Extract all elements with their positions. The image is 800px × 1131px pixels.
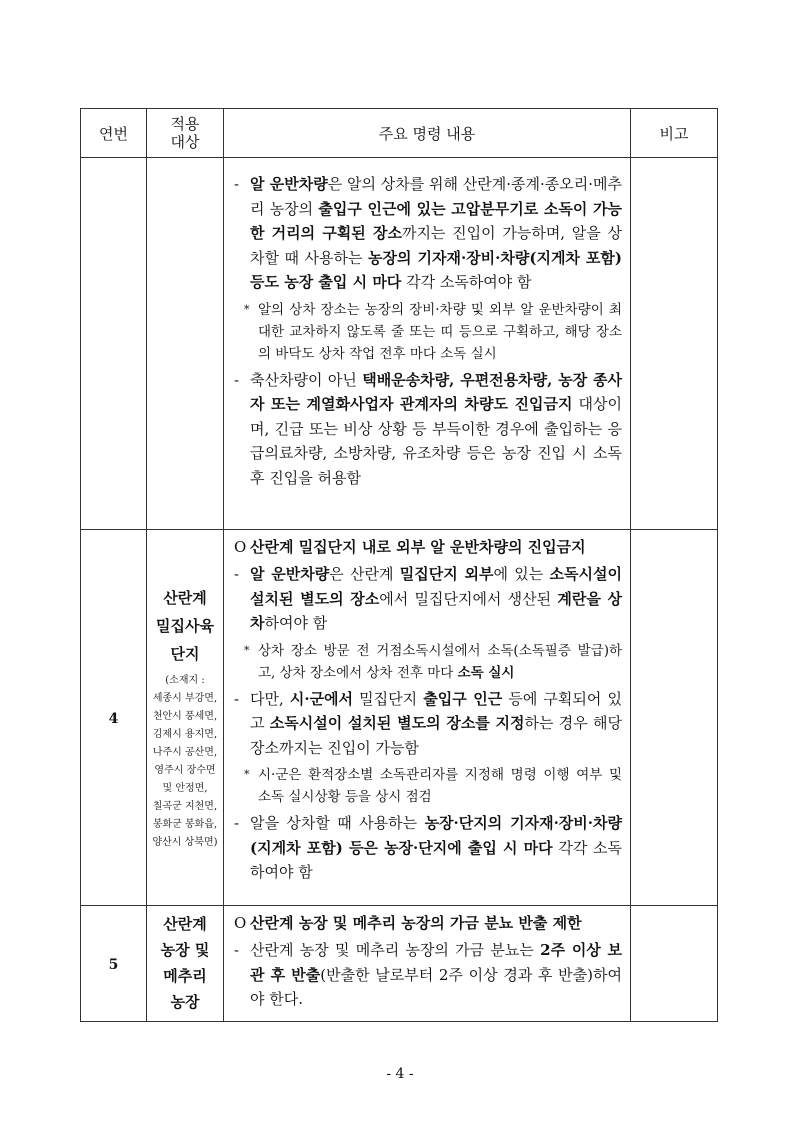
header-no: 연번 bbox=[81, 109, 147, 158]
cell-remarks-continued bbox=[631, 158, 718, 530]
content-note: * 알의 상차 장소는 농장의 장비·차량 및 외부 알 운반차량이 최대한 교차하지 않도록 줄 또는 띠 등으로 구획하고, 해당 장소의 바닥도 상차 작업 전후 마다 소독 실시 bbox=[244, 301, 622, 362]
content-heading: O 산란계 농장 및 메추리 농장의 가금 분뇨 반출 제한 bbox=[234, 914, 582, 932]
header-target: 적용 대상 bbox=[147, 109, 224, 158]
target-location-note: (소재지 : 세종시 부강면, 천안시 풍세면, 김제시 용지면, 나주시 공산면, 영주시 장수면 및 안정면, 칠곡군 지천면, 봉화군 봉화읍, 양산시 상북면) bbox=[152, 674, 218, 848]
order-table bbox=[80, 108, 718, 1022]
cell-no-4: 4 bbox=[81, 530, 147, 906]
cell-target-5: 산란계 농장 및 메추리 농장 bbox=[147, 906, 224, 1022]
table-header-row bbox=[81, 109, 718, 158]
cell-no-continued bbox=[81, 158, 147, 530]
content-paragraph: - 다만, 시·군에서 밀집단지 출입구 인근 등에 구획되어 있고 소독시설이 설치된 별도의 장소를 지정하는 경우 해당 장소까지는 진입이 가능함 bbox=[234, 689, 622, 757]
page-number: - 4 - bbox=[386, 1066, 414, 1082]
content-note: * 상차 장소 방문 전 거점소독시설에서 소독(소독필증 발급)하고, 상차 장소에서 상차 전후 마다 소독 실시 bbox=[244, 642, 622, 681]
cell-content-4 bbox=[224, 530, 631, 906]
cell-target-continued bbox=[147, 158, 224, 530]
content-heading: O 산란계 밀집단지 내로 외부 알 운반차량의 진입금지 bbox=[234, 538, 586, 556]
cell-content-5 bbox=[224, 906, 631, 1022]
table-row-continued bbox=[81, 158, 718, 530]
header-content: 주요 명령 내용 bbox=[224, 109, 631, 158]
content-paragraph: - 알 운반차량은 산란계 밀집단지 외부에 있는 소독시설이 설치된 별도의 장소에서 밀집단지에서 생산된 계란을 상차하여야 함 bbox=[234, 565, 622, 632]
content-paragraph: - 축산차량이 아닌 택배운송차량, 우편전용차량, 농장 종사자 또는 계열화사업자 관계자의 차량도 진입금지 대상이며, 긴급 또는 비상 상황 등 부득이한 경우에 출입하는 응급의료차량, 소방차량, 유조차량 등은 농장 진입 시 소독 후 진입을 허용함 bbox=[234, 370, 623, 487]
cell-no-5: 5 bbox=[81, 906, 147, 1022]
cell-target-4: 산란계 밀집사육 단지 (소재지 : 세종시 부강면, 천안시 풍세면, 김제시 용지면, 나주시 공산면, 영주시 장수면 및 안정면, 칠곡군 지천면, 봉화군 봉화읍, 양산시 상북면) bbox=[147, 530, 224, 906]
content-paragraph: - 산란계 농장 및 메추리 농장의 가금 분뇨는 2주 이상 보관 후 반출(반출한 날로부터 2주 이상 경과 후 반출)하여야 한다. bbox=[234, 941, 622, 1008]
content-paragraph: - 알을 상차할 때 사용하는 농장·단지의 기자재·장비·차량(지게차 포함) 등은 농장·단지에 출입 시 마다 각각 소독하여야 함 bbox=[234, 814, 622, 881]
table-row-4 bbox=[81, 530, 718, 906]
content-paragraph: - 알 운반차량은 알의 상차를 위해 산란계·종계·종오리·메추리 농장의 출입구 인근에 있는 고압분무기로 소독이 가능한 거리의 구획된 장소까지는 진입이 가능하며, 알을 상차할 때 사용하는 농장의 기자재·장비·차량(지게차 포함) 등도 농장 출입 시 마다 각각 소독하여야 함 bbox=[234, 175, 622, 291]
cell-content-continued bbox=[224, 158, 631, 530]
cell-remarks-4 bbox=[631, 530, 718, 906]
content-note: * 시·군은 환적장소별 소독관리자를 지정해 명령 이행 여부 및 소독 실시상황 등을 상시 점검 bbox=[244, 767, 622, 805]
cell-remarks-5 bbox=[631, 906, 718, 1022]
table-row-5 bbox=[81, 906, 718, 1022]
header-remarks: 비고 bbox=[631, 109, 718, 158]
